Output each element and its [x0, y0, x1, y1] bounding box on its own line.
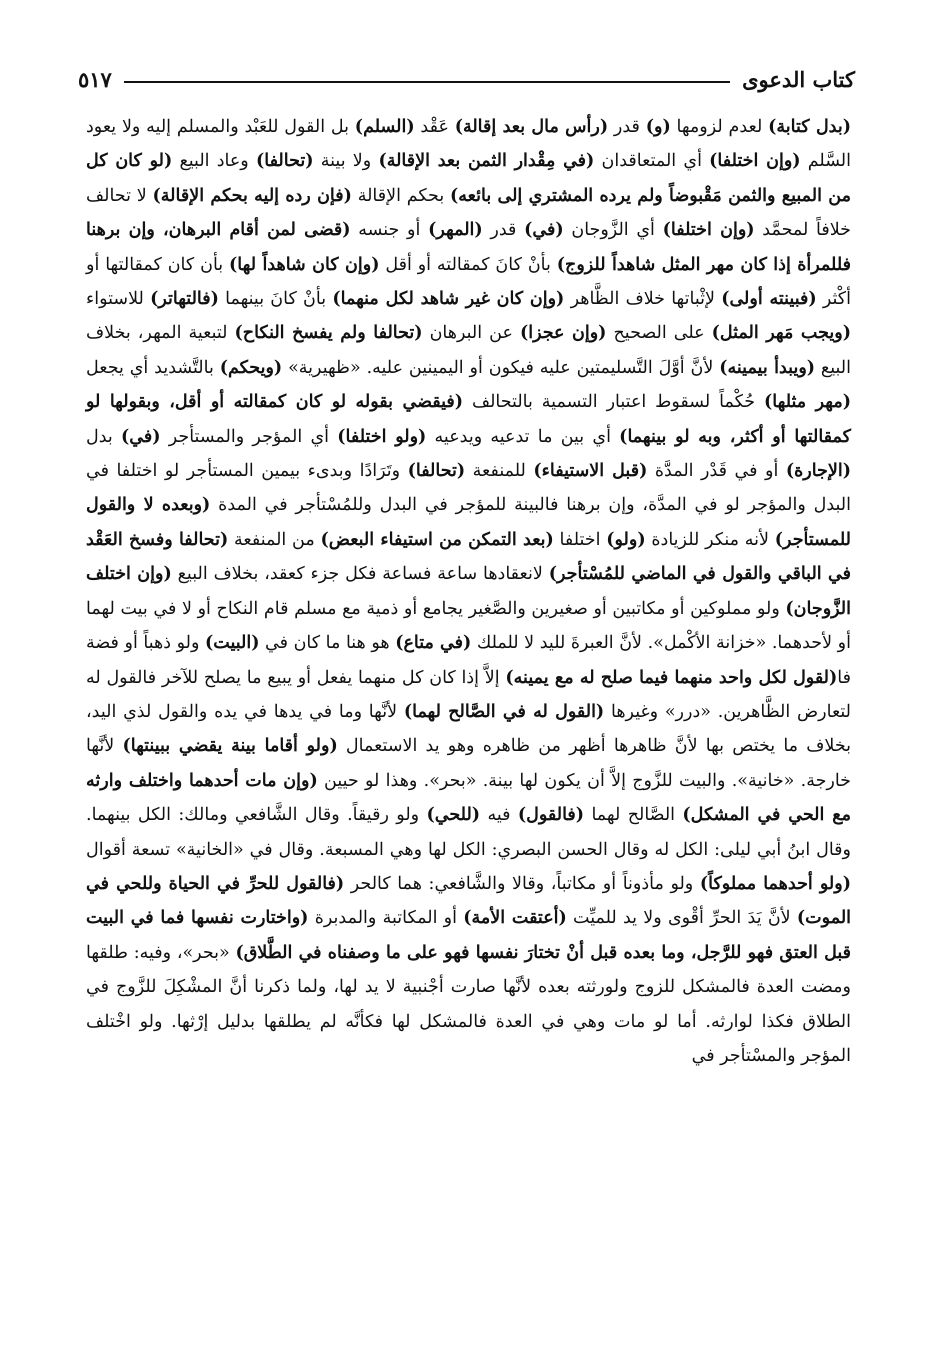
commentary-run: بحكم الإقالة: [351, 185, 451, 206]
bold-matn-run: (و): [645, 117, 671, 137]
bold-matn-run: (قبل الاستيفاء): [533, 461, 648, 482]
commentary-run: من المنفعة: [228, 529, 321, 550]
bold-matn-run: (فالتهاتر): [150, 289, 219, 310]
commentary-run: على الصحيح: [606, 323, 712, 344]
bold-matn-run: (ولو): [606, 529, 646, 550]
commentary-run: عن البرهان: [422, 323, 520, 344]
paragraph: [86, 110, 851, 1073]
commentary-run: ولو مأذوناً أو مكاتباً، وقالا والشَّافعي: هما كالحر: [344, 873, 700, 894]
running-title: كتاب الدعوى: [742, 66, 855, 92]
bold-matn-run: (فالقول للحرِّ في الحياة وللحي في الموت): [86, 873, 852, 929]
bold-matn-run: (لقول لكل واحد منهما فيما صلح له مع يمينه): [505, 667, 838, 688]
body-text: [86, 110, 851, 1073]
commentary-run: عَقْد: [414, 117, 455, 137]
commentary-run: لعدم لزومها: [670, 117, 769, 137]
commentary-run: للمنفعة: [465, 461, 534, 482]
bold-matn-run: (وإن اختلفا): [709, 151, 801, 172]
commentary-run: إلاَّ إذا كان كل منهما يفعل أو يبيع ما يصلح للآخر فالقول له لتعارض الظَّاهرين. «درر» وغيرها: [86, 667, 852, 722]
bold-matn-run: (القول له في الصَّالح لهما): [403, 701, 605, 722]
page-number: ٥١٧: [78, 66, 112, 92]
bold-matn-run: (تحالفا ولم يفسخ النكاح): [234, 323, 423, 344]
bold-matn-run: (قضى لمن أقام البرهان، وإن برهنا فللمرأة إذا كان مهر المثل شاهداً للزوج): [86, 220, 851, 275]
bold-matn-run: (ولو أحدهما مملوكاً): [699, 873, 851, 894]
commentary-run: بالتَّشديد أي يجعل: [86, 357, 220, 378]
bold-matn-run: (بعد التمكن من استيفاء البعض): [320, 529, 554, 550]
commentary-run: لإثْباتها خلاف الظَّاهر: [564, 289, 722, 310]
commentary-run: ولو ذهباً أو فضة فا: [86, 633, 851, 688]
commentary-run: أو جنسه: [350, 220, 429, 241]
bold-matn-run: (الإجارة): [785, 461, 852, 482]
commentary-run: لانعقادها ساعة فساعة فكل جزء كعقد، بخلاف البيع: [171, 564, 549, 585]
bold-matn-run: (ولو أقاما بينة يقضي ببينتها): [122, 736, 338, 757]
bold-matn-run: (وإن اختلف الزَّوجان): [86, 564, 851, 619]
commentary-run: لا تحالف خلافاً لمحمَّد: [86, 185, 851, 241]
commentary-run: أي بين ما تدعيه ويدعيه: [426, 426, 620, 447]
commentary-run: أي الزَّوجان: [563, 220, 663, 241]
commentary-run: أو المكاتبة والمدبرة: [308, 908, 464, 929]
commentary-run: وعاد البيع: [172, 151, 256, 172]
bold-matn-run: (ولو اختلفا): [337, 426, 427, 447]
commentary-run: بدل: [86, 426, 121, 447]
bold-matn-run: (فالقول): [517, 805, 585, 826]
bold-matn-run: (البيت): [204, 633, 260, 654]
bold-matn-run: (في): [524, 220, 564, 241]
commentary-run: بأن كان كمقالتها أو أكْثر: [86, 254, 851, 310]
commentary-run: حُكْماً لسقوط اعتبار التسمية بالتحالف: [463, 392, 765, 413]
bold-matn-run: (المهر): [428, 220, 483, 241]
bold-matn-run: (ويبدأ بيمينه): [719, 357, 816, 378]
bold-matn-run: (وإن مات أحدهما واختلف وارثه مع الحي في المشكل): [86, 770, 851, 826]
bold-matn-run: (في مِقْدار الثمن بعد الإقالة): [378, 151, 595, 172]
commentary-run: هو هنا ما كان في: [259, 633, 396, 654]
bold-matn-run: (في متاع): [395, 633, 472, 654]
bold-matn-run: (ويحكم): [219, 357, 283, 378]
bold-matn-run: (تحالفا): [255, 151, 314, 172]
commentary-run: لتبعية المهر، بخلاف البيع: [86, 323, 851, 378]
bold-matn-run: (مهر مثلها): [764, 392, 851, 413]
bold-matn-run: (تحالفا وفسخ العَقْد في الباقي والقول في الماضي للمُسْتأجر): [86, 529, 851, 585]
bold-matn-run: (بدل كتابة): [768, 117, 851, 137]
commentary-run: لأنَّ يَدَ الحرِّ أقْوى ولا يد للميِّت: [566, 908, 797, 929]
commentary-run: أي المؤجر والمستأجر: [160, 426, 338, 447]
bold-matn-run: (فيقضي بقوله لو كان كمقالته أو أقل، وبقولها لو كمقالتها أو أكثر، وبه لو بينهما): [86, 392, 851, 447]
bold-matn-run: (وإن كان غير شاهد لكل منهما): [332, 289, 565, 310]
commentary-run: لأنَّها وما في يدها في يده والقول لذي اليد، بخلاف ما يختص بها لأنَّ ظاهرها أظهر من ظاهره وهو يد الاستعمال: [86, 701, 852, 757]
commentary-run: لأنَّها خارجة. «خانية». والبيت للزَّوج إلاَّ أن يكون لها بينة. «بحر». وهذا لو حيين: [86, 736, 851, 791]
commentary-run: بأنْ كانَ كمقالته أو أقل: [379, 254, 557, 275]
header-rule: [124, 81, 730, 83]
bold-matn-run: (تحالفا): [407, 461, 466, 482]
commentary-run: بل القول للعَبْد والمسلم إليه ولا يعود السَّلم: [86, 117, 852, 172]
bold-matn-run: (لو كان كل من المبيع والثمن مَقْبوضاً ولم يرده المشتري إلى بائعه): [86, 151, 851, 206]
bold-matn-run: (أعتقت الأمة): [463, 908, 567, 929]
commentary-run: فيه: [480, 805, 518, 826]
bold-matn-run: (رأس مال بعد إقالة): [454, 117, 609, 137]
commentary-run: «بحر»، وفيه: طلقها ومضت العدة فالمشكل للزوج ولورثته بعده لأنَّها صارت أجْنبية لا يد لها، ولما ذكرنا أنَّ المشْكِلَ للزَّوج في الطلاق فكذا لوارثه. أما لو مات وهي في العدة فالمشكل لها فكأنَّه لم يطلقها بدليل إرْثها. ولو اخْتلف المؤجر والمسْتأجر في: [86, 942, 851, 1066]
commentary-run: قدر: [608, 117, 646, 137]
bold-matn-run: (وإن عجزا): [519, 323, 607, 344]
commentary-run: أو في قَدْر المدَّة: [647, 461, 786, 482]
commentary-run: لأنَّ أوَّلَ التَّسليمتين عليه فيكون أو اليمينين عليه. «ظهيرية»: [282, 357, 720, 378]
bold-matn-run: (وإن اختلفا): [662, 220, 755, 241]
commentary-run: ولا بينة: [313, 151, 379, 172]
commentary-run: اختلفا: [553, 529, 607, 550]
bold-matn-run: (فإن رده إليه بحكم الإقالة): [152, 185, 352, 206]
commentary-run: لأنه منكر للزيادة: [645, 529, 775, 550]
page-header: [78, 62, 855, 96]
bold-matn-run: (ويجب مَهر المثل): [711, 323, 851, 344]
bold-matn-run: (وإن كان شاهداً لها): [229, 254, 380, 275]
commentary-run: للاستواء: [86, 289, 151, 310]
bold-matn-run: (وبعده لا والقول للمستأجر): [86, 495, 852, 550]
commentary-run: قدر: [482, 220, 525, 241]
bold-matn-run: (فبينته أولى): [721, 289, 817, 310]
commentary-run: أي المتعاقدان: [594, 151, 710, 172]
commentary-run: بأنْ كانَ بينهما: [218, 289, 333, 310]
commentary-run: الصَّالح لهما: [584, 805, 683, 826]
bold-matn-run: (واختارت نفسها فما في البيت قبل العتق فهو للرَّجل، وما بعده قبل أنْ تختارَ نفسها فهو على ما وصفناه في الطَّلاق): [86, 908, 852, 963]
commentary-run: ولو رقيقاً. وقال الشَّافعي ومالك: الكل بينهما. وقال ابنُ أبي ليلى: الكل له وقال الحسن البصري: الكل لها وهي المسبعة. وقال في «الخانية» تسعة أقوال: [86, 805, 851, 860]
bold-matn-run: (السلم): [354, 117, 415, 137]
bold-matn-run: (في): [121, 426, 161, 447]
bold-matn-run: (للحي): [426, 805, 481, 826]
commentary-run: وتَرَادًا وبدىء بيمين المستأجر لو اختلفا في البدل والمؤجر لو في المدَّة، وإن برهنا فالبينة للمؤجر في البدل وللمُسْتأجر في المدة: [86, 461, 851, 516]
commentary-run: ولو مملوكين أو مكاتبين أو صغيرين والصَّغير يجامع أو ذمية مع مسلم قام النكاح أو لا في بيت لهما أو لأحدهما. «خزانة الأكْمل». لأنَّ العبرةَ لليد لا للملك: [86, 598, 851, 654]
